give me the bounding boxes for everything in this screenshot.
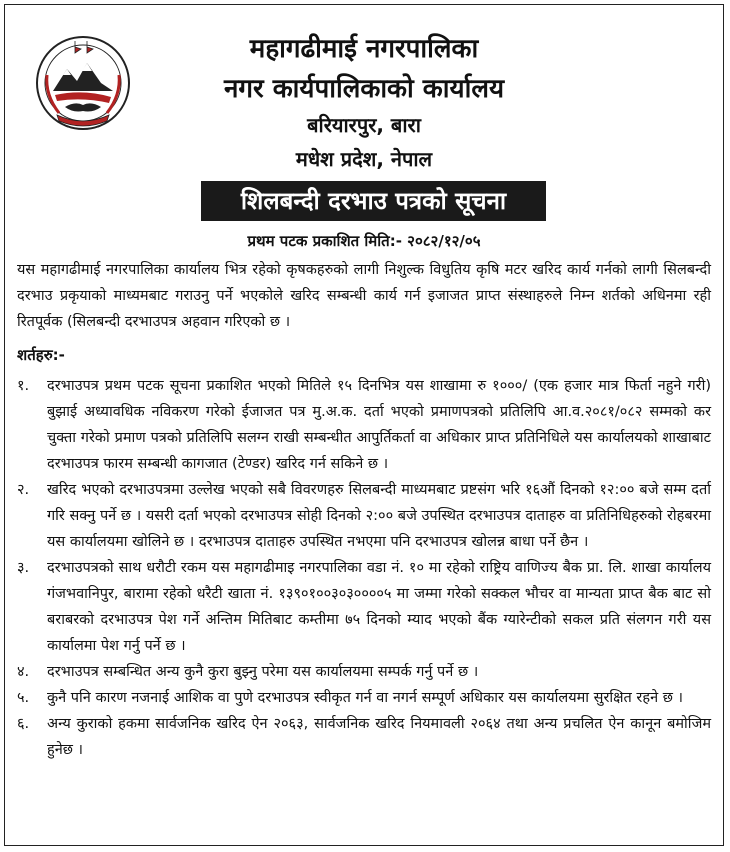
org-name: महागढीमाई नगरपालिका — [249, 34, 479, 64]
term-item — [17, 711, 711, 763]
terms-heading: शर्तहरु:- — [17, 346, 65, 364]
term-item — [17, 555, 711, 659]
published-date: प्रथम पटक प्रकाशित मिति:- २०८२/१२/०५ — [247, 232, 481, 250]
term-text: दरभाउपत्र प्रथम पटक सूचना प्रकाशित भएको मितिले १५ दिनभित्र यस शाखामा रु १०००/ (एक हजार मात्र फिर्ता नहुने गरी) बुझाई अध्यावधिक नविकरण गरेको ईजाजत पत्र मु.अ.क. दर्ता भएको प्रमाणपत्रको प्रतिलिपि आ.व.२०८१/०८२ सम्मको कर चुक्ता गरेको प्रमाण पत्रको प्रतिलिपि सलग्न राखी सम्बन्धीत आपुर्तिकर्ता वा अधिकार प्राप्त प्रतिनिधिले यस कार्यालयको शाखाबाट दरभाउपत्र फारम सम्बन्धी कागजात (टेण्डर) खरिद गर्न सकिने छ । — [47, 378, 711, 472]
term-number: २. — [17, 482, 30, 498]
office-location: बरियारपुर, बारा — [307, 113, 421, 137]
term-text: अन्य कुराको हकमा सार्वजनिक खरिद ऐन २०६३, सार्वजनिक खरिद नियमावली २०६४ तथा अन्य प्रचलित ऐन कानून बमोजिम हुनेछ । — [47, 716, 711, 758]
notice-title-banner: शिलबन्दी दरभाउ पत्रको सूचना — [201, 181, 546, 221]
term-item — [17, 477, 711, 555]
term-number: ६. — [17, 716, 30, 732]
term-text: कुनै पनि कारण नजनाई आशिक वा पुणे दरभाउपत्र स्वीकृत गर्न वा नगर्न सम्पूर्ण अधिकार यस कार्यालयमा सुरक्षित रहने छ । — [47, 690, 683, 706]
term-item — [17, 685, 711, 711]
term-number: ३. — [17, 560, 30, 576]
term-number: १. — [17, 378, 30, 394]
office-name: नगर कार्यपालिकाको कार्यालय — [223, 74, 505, 104]
term-item — [17, 373, 711, 477]
term-item — [17, 659, 711, 685]
terms-list — [17, 373, 711, 763]
intro-paragraph: यस महागढीमाई नगरपालिका कार्यालय भित्र रहेको कृषकहरुको लागी निशुल्क विधुतिय कृषि मटर खरिद कार्य गर्नको लागी सिलबन्दी दरभाउ प्रकृयाको माध्यमबाट गराउनु पर्ने भएकोले खरिद सम्बन्धी कार्य गर्न इजाजत प्राप्त संस्थाहरुले निम्न शर्तको अधिनमा रही रितपूर्वक (सिलबन्दी दरभाउपत्र अहवान गरिएको छ । — [17, 262, 711, 330]
term-text: दरभाउपत्रको साथ धरौटी रकम यस महागढीमाइ नगरपालिका वडा नं. १० मा रहेको राष्ट्रिय वाणिज्य बैक प्रा. लि. शाखा कार्यालय गंजभवानिपुर, बारामा रहेको धरैटी खाता नं. १३९०१००३०३००००५ मा जम्मा गरेको सक्कल भौचर वा मान्यता प्राप्त बैक बाट सो बराबरको दरभाउपत्र पेश गर्ने अन्तिम मितिबाट कम्तीमा ७५ दिनको म्याद भएको बैंक ग्यारेन्टीको सकल प्रति संलगन गरी यस कार्यालमा पेश गर्नु पर्ने छ । — [47, 560, 711, 654]
term-text: खरिद भएको दरभाउपत्रमा उल्लेख भएको सबै विवरणहरु सिलबन्दी माध्यमबाट प्रष्टसंग भरि १६औं दिनको १२:०० बजे सम्म दर्ता गरि सक्नु पर्ने छ । यसरी दर्ता भएको दरभाउपत्र सोही दिनको २:०० बजे उपस्थित दरभाउपत्र दाताहरु वा प्रतिनिधिहरुको रोहबरमा यस कार्यालयमा खोलिने छ । दरभाउपत्र दाताहरु उपस्थित नभएमा पनि दरभाउपत्र खोलन्न बाधा पर्ने छैन । — [47, 482, 711, 550]
term-text: दरभाउपत्र सम्बन्धित अन्य कुनै कुरा बुझ्नु परेमा यस कार्यालयमा सम्पर्क गर्नु पर्ने छ । — [47, 664, 479, 680]
province-country: मधेश प्रदेश, नेपाल — [295, 147, 433, 171]
notice-page — [4, 4, 724, 846]
term-number: ५. — [17, 690, 30, 706]
term-number: ४. — [17, 664, 30, 680]
